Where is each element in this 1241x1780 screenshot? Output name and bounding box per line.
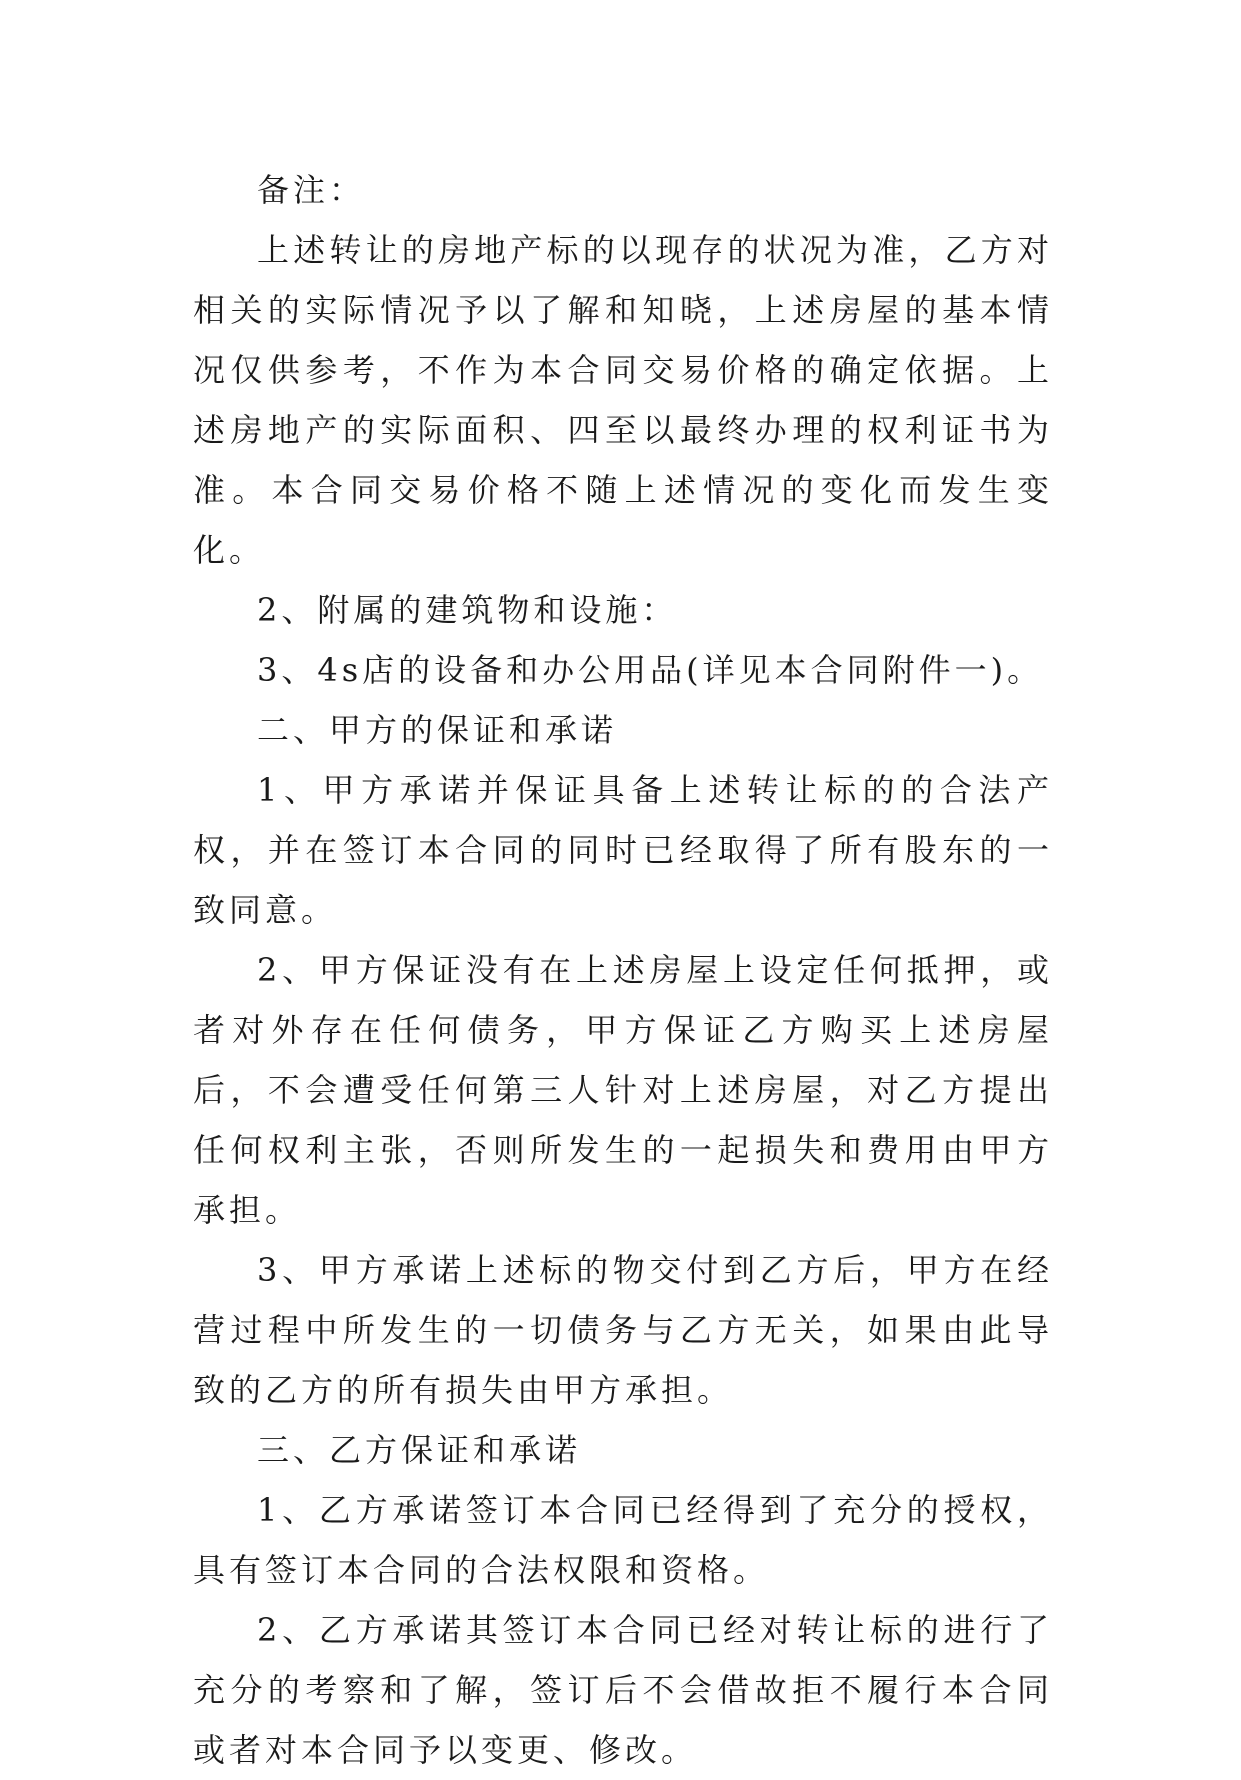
section-heading-party-a: 二、甲方的保证和承诺 — [257, 711, 618, 749]
item-2-attachments: 2、附属的建筑物和设施： — [257, 591, 678, 629]
party-a-clause-1: 1、甲方承诺并保证具备上述转让标的的合法产权，并在签订本合同的同时已经取得了所有股东的一致同意。 — [193, 771, 1053, 929]
party-a-clause-3: 3、甲方承诺上述标的物交付到乙方后，甲方在经营过程中所发生的一切债务与乙方无关，如果由此导致的乙方的所有损失由甲方承担。 — [193, 1251, 1053, 1409]
remark-paragraph: 上述转让的房地产标的以现存的状况为准，乙方对相关的实际情况予以了解和知晓，上述房屋的基本情况仅供参考，不作为本合同交易价格的确定依据。上述房地产的实际面积、四至以最终办理的权利证书为准。本合同交易价格不随上述情况的变化而发生变化。 — [193, 231, 1053, 569]
section-heading-party-b: 三、乙方保证和承诺 — [257, 1431, 582, 1469]
party-b-clause-2: 2、乙方承诺其签订本合同已经对转让标的进行了充分的考察和了解，签订后不会借故拒不履行本合同或者对本合同予以变更、修改。 — [193, 1611, 1053, 1769]
document-body — [193, 160, 1053, 1780]
party-b-clause-1: 1、乙方承诺签订本合同已经得到了充分的授权，具有签订本合同的合法权限和资格。 — [193, 1491, 1053, 1589]
item-3-equipment: 3、4s店的设备和办公用品(详见本合同附件一)。 — [257, 651, 1044, 689]
party-a-clause-2: 2、甲方保证没有在上述房屋上设定任何抵押，或者对外存在任何债务，甲方保证乙方购买上述房屋后，不会遭受任何第三人针对上述房屋，对乙方提出任何权利主张，否则所发生的一起损失和费用由甲方承担。 — [193, 951, 1053, 1229]
remark-heading: 备注： — [257, 171, 366, 209]
